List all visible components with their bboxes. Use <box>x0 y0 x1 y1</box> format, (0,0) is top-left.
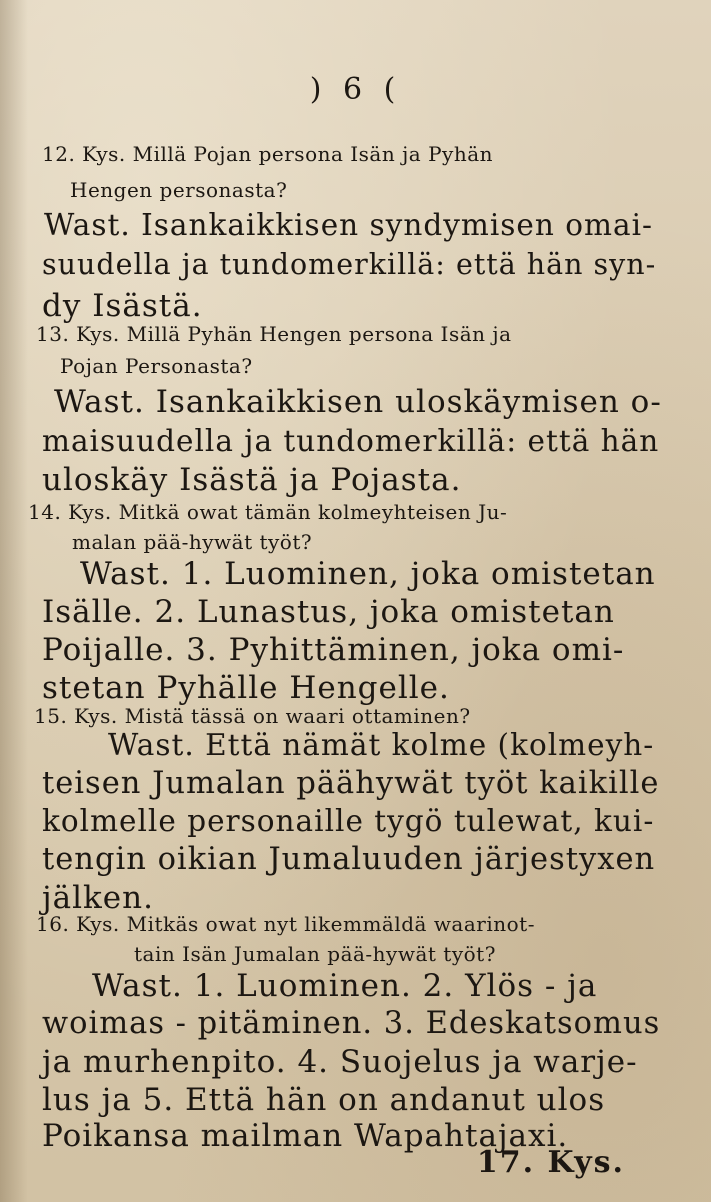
text-line: teisen Jumalan päähywät työt kaikille <box>42 766 660 801</box>
text-line: malan pää-hywät työt? <box>72 530 313 554</box>
text-line: tengin oikian Jumaluuden järjestyxen <box>42 842 656 877</box>
text-line: maisuudella ja tundomerkillä: että hän <box>42 424 660 458</box>
text-line: kolmelle personaille tygö tulewat, kui- <box>42 804 655 838</box>
text-line: Isälle. 2. Lunastus, joka omistetan <box>42 594 615 630</box>
text-line: 15. Kys. Mistä tässä on waari ottaminen? <box>34 704 471 728</box>
text-line: ja murhenpito. 4. Suojelus ja warje- <box>42 1044 638 1080</box>
text-line: Pojan Personasta? <box>60 354 253 378</box>
text-line: uloskäy Isästä ja Pojasta. <box>42 462 462 498</box>
text-line: suudella ja tundomerkillä: että hän syn- <box>42 248 657 281</box>
text-line: Wast. 1. Luominen. 2. Ylös - ja <box>92 968 598 1004</box>
catchword: 17. Kys. <box>476 1145 625 1180</box>
text-line: stetan Pyhälle Hengelle. <box>42 670 450 706</box>
text-line: Wast. 1. Luominen, joka omistetan <box>80 556 656 592</box>
text-line: jälken. <box>42 880 154 916</box>
text-line: Poijalle. 3. Pyhittäminen, joka omi- <box>42 632 625 668</box>
text-line: Wast. Isankaikkisen uloskäymisen o- <box>54 384 662 420</box>
text-line: Wast. Että nämät kolme (kolmeyh- <box>108 728 655 762</box>
text-line: Poikansa mailman Wapahtajaxi. <box>42 1118 569 1154</box>
text-line: Hengen personasta? <box>70 178 288 202</box>
page-number-header: ) 6 ( <box>309 72 402 107</box>
text-line: dy Isästä. <box>42 288 203 324</box>
text-line: lus ja 5. Että hän on andanut ulos <box>42 1082 606 1118</box>
binding-shadow <box>0 0 28 1202</box>
text-line: 13. Kys. Millä Pyhän Hengen persona Isän ja <box>36 322 512 346</box>
text-line: 16. Kys. Mitkäs owat nyt likemmäldä waarinot- <box>36 912 535 936</box>
text-line: tain Isän Jumalan pää-hywät työt? <box>134 942 496 966</box>
text-line: 12. Kys. Millä Pojan persona Isän ja Pyhän <box>42 142 494 166</box>
text-line: Wast. Isankaikkisen syndymisen omai- <box>44 208 653 242</box>
text-line: 14. Kys. Mitkä owat tämän kolmeyhteisen Ju- <box>28 500 508 524</box>
text-line: woimas - pitäminen. 3. Edeskatsomus <box>42 1006 661 1041</box>
